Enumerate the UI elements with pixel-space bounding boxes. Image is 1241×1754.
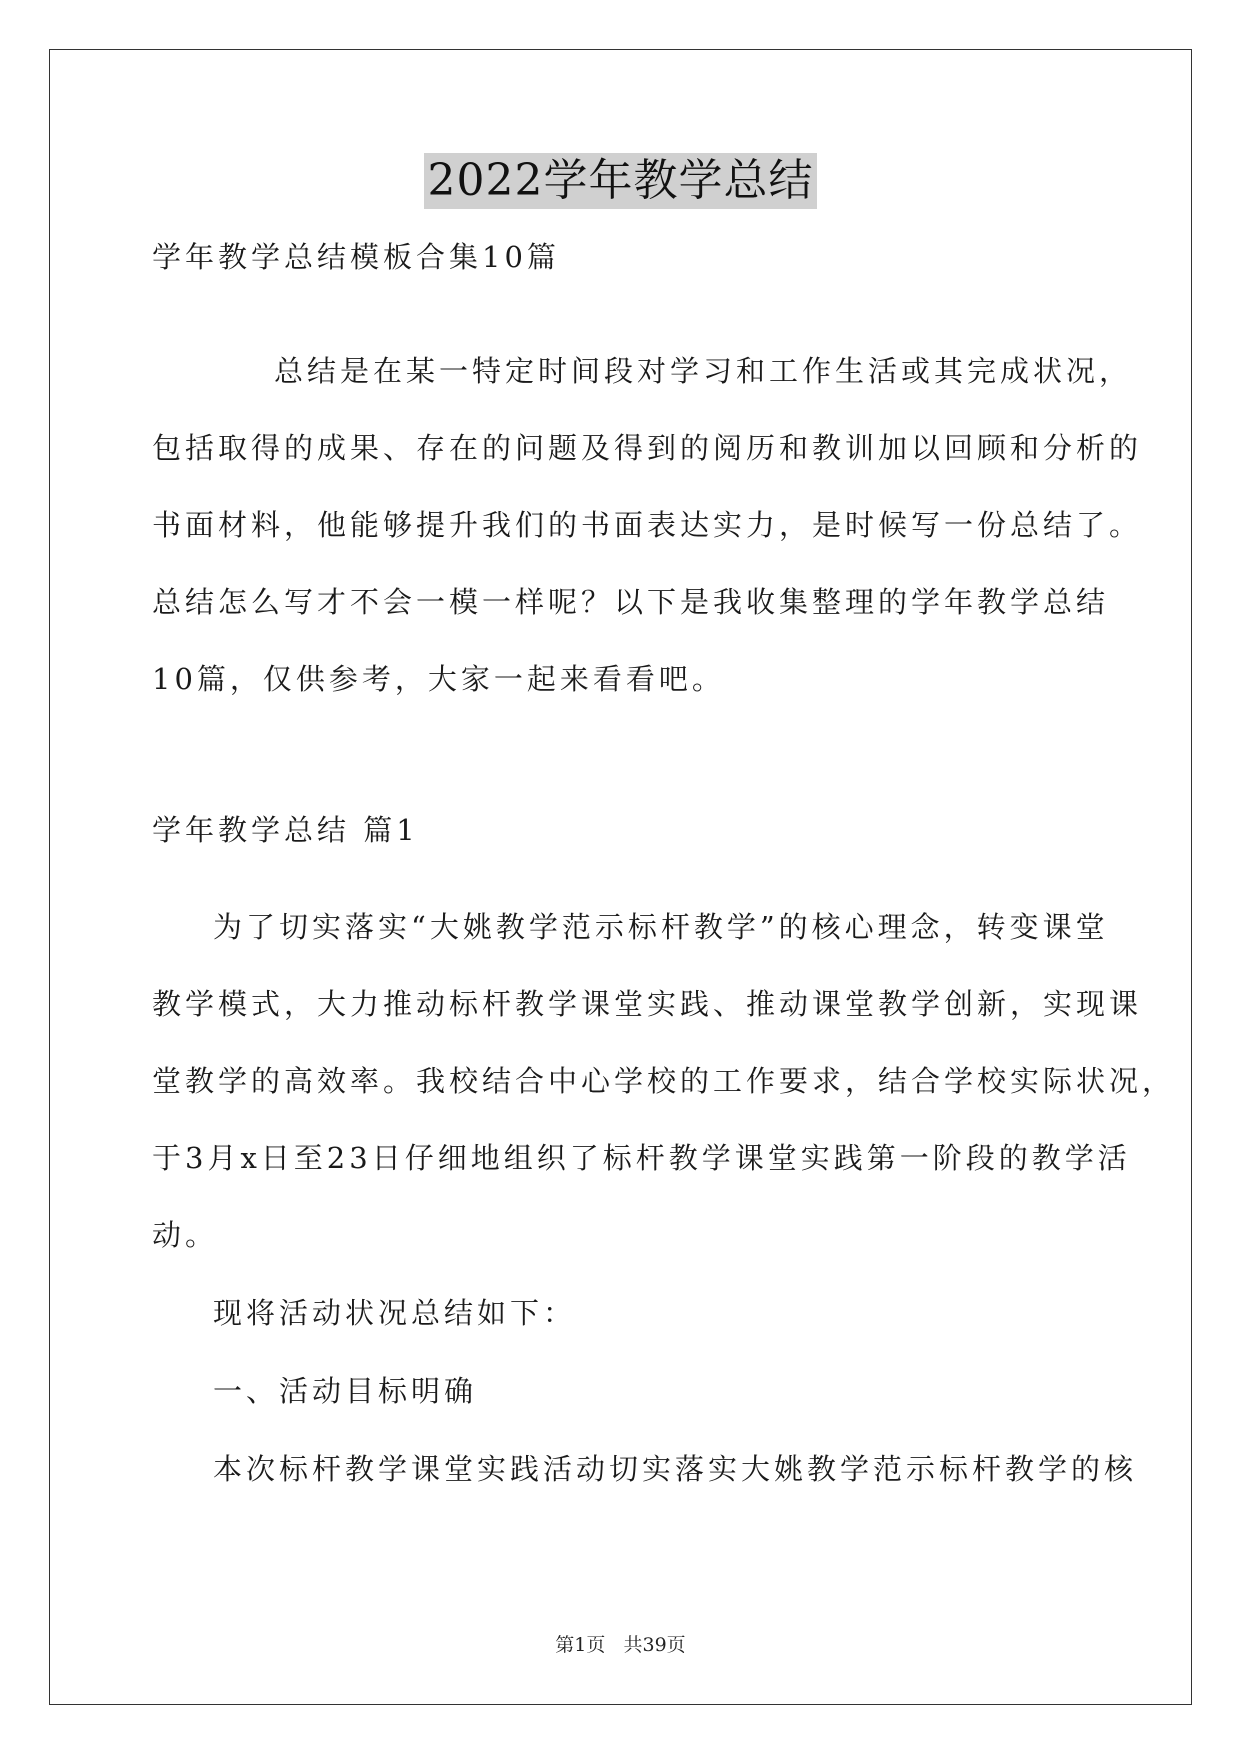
document-subtitle: 学年教学总结模板合集10篇 [152,240,560,274]
body-line-1: 为了切实落实“大姚教学范示标杆教学”的核心理念，转变课堂 [213,910,1109,944]
body-line-7: 一、活动目标明确 [213,1374,478,1408]
body-line-2: 教学模式，大力推动标杆教学课堂实践、推动课堂教学创新，实现课 [152,987,1143,1021]
intro-line-4: 总结怎么写才不会一模一样呢？以下是我收集整理的学年教学总结 [152,585,1110,619]
intro-line-2: 包括取得的成果、存在的问题及得到的阅历和教训加以回顾和分析的 [152,431,1143,465]
body-line-5: 动。 [152,1218,219,1252]
section-heading: 学年教学总结 篇1 [152,813,419,847]
page-indicator: 第1页 共39页 [555,1634,686,1656]
body-line-8: 本次标杆教学课堂实践活动切实落实大姚教学范示标杆教学的核 [213,1452,1138,1486]
intro-line-5: 10篇，仅供参考，大家一起来看看吧。 [152,662,725,696]
intro-line-3: 书面材料，他能够提升我们的书面表达实力，是时候写一份总结了。 [152,508,1143,542]
body-line-3: 堂教学的高效率。我校结合中心学校的工作要求，结合学校实际状况， [152,1064,1176,1098]
document-title: 2022学年教学总结 [424,153,818,209]
intro-line-1: 总结是在某一特定时间段对学习和工作生活或其完成状况， [274,354,1133,388]
title-container [0,153,1241,209]
body-line-6: 现将活动状况总结如下： [213,1296,577,1330]
body-line-4: 于3月x日至23日仔细地组织了标杆教学课堂实践第一阶段的教学活 [152,1141,1131,1175]
